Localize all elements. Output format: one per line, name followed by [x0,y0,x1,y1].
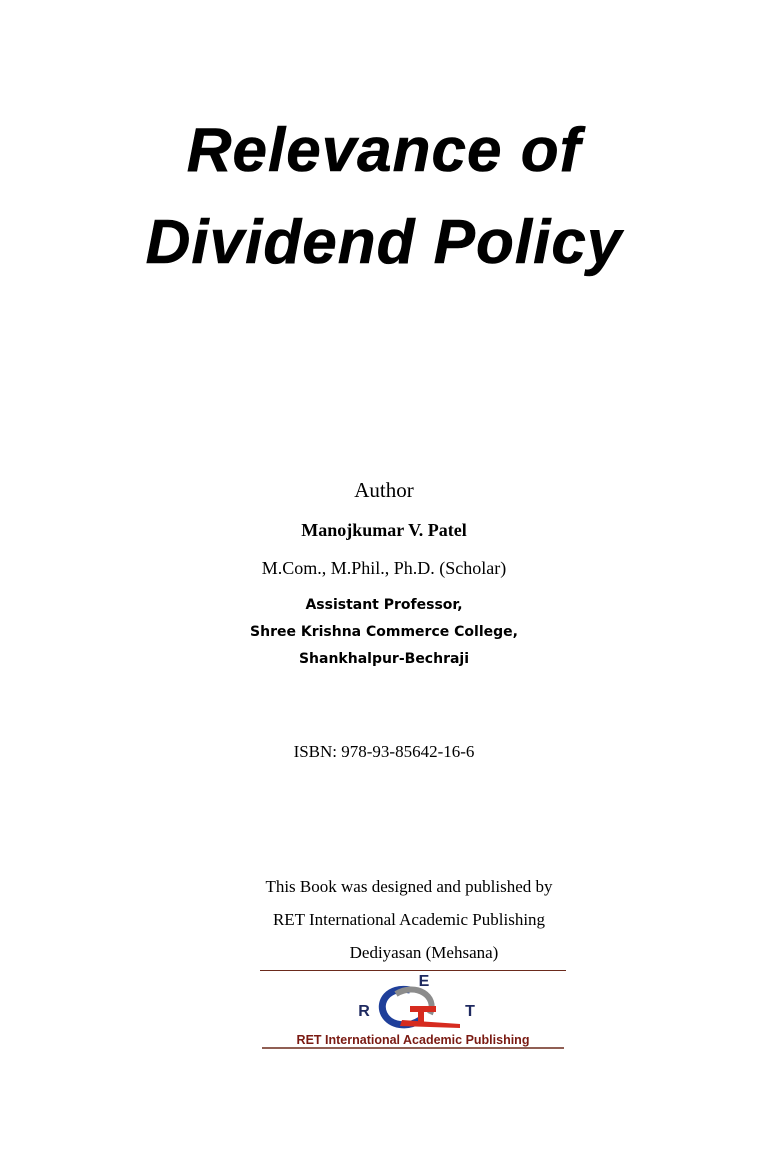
author-name: Manojkumar V. Patel [301,520,467,540]
publisher-place: Dediyasan (Mehsana) [349,943,499,962]
logo-letter-e: E [418,973,430,990]
author-location: Shankhalpur-Bechraji [298,651,470,667]
publisher-name: RET International Academic Publishing [272,910,546,929]
logo-caption: RET International Academic Publishing [296,1033,530,1047]
title-line-2: Dividend Policy [145,208,623,277]
author-college: Shree Krishna Commerce College, [250,624,518,640]
logo-letter-r: R [358,1003,370,1020]
title-line-1: Relevance of [186,116,582,185]
publisher-logo [260,968,566,1052]
author-degrees: M.Com., M.Phil., Ph.D. (Scholar) [261,558,507,578]
logo-letter-t: T [465,1003,475,1020]
isbn: ISBN: 978-93-85642-16-6 [293,742,475,761]
logo-emblem-icon [382,989,460,1028]
author-heading: Author [354,478,414,502]
publisher-credit: This Book was designed and published by [265,877,553,896]
author-position: Assistant Professor, [305,597,463,613]
